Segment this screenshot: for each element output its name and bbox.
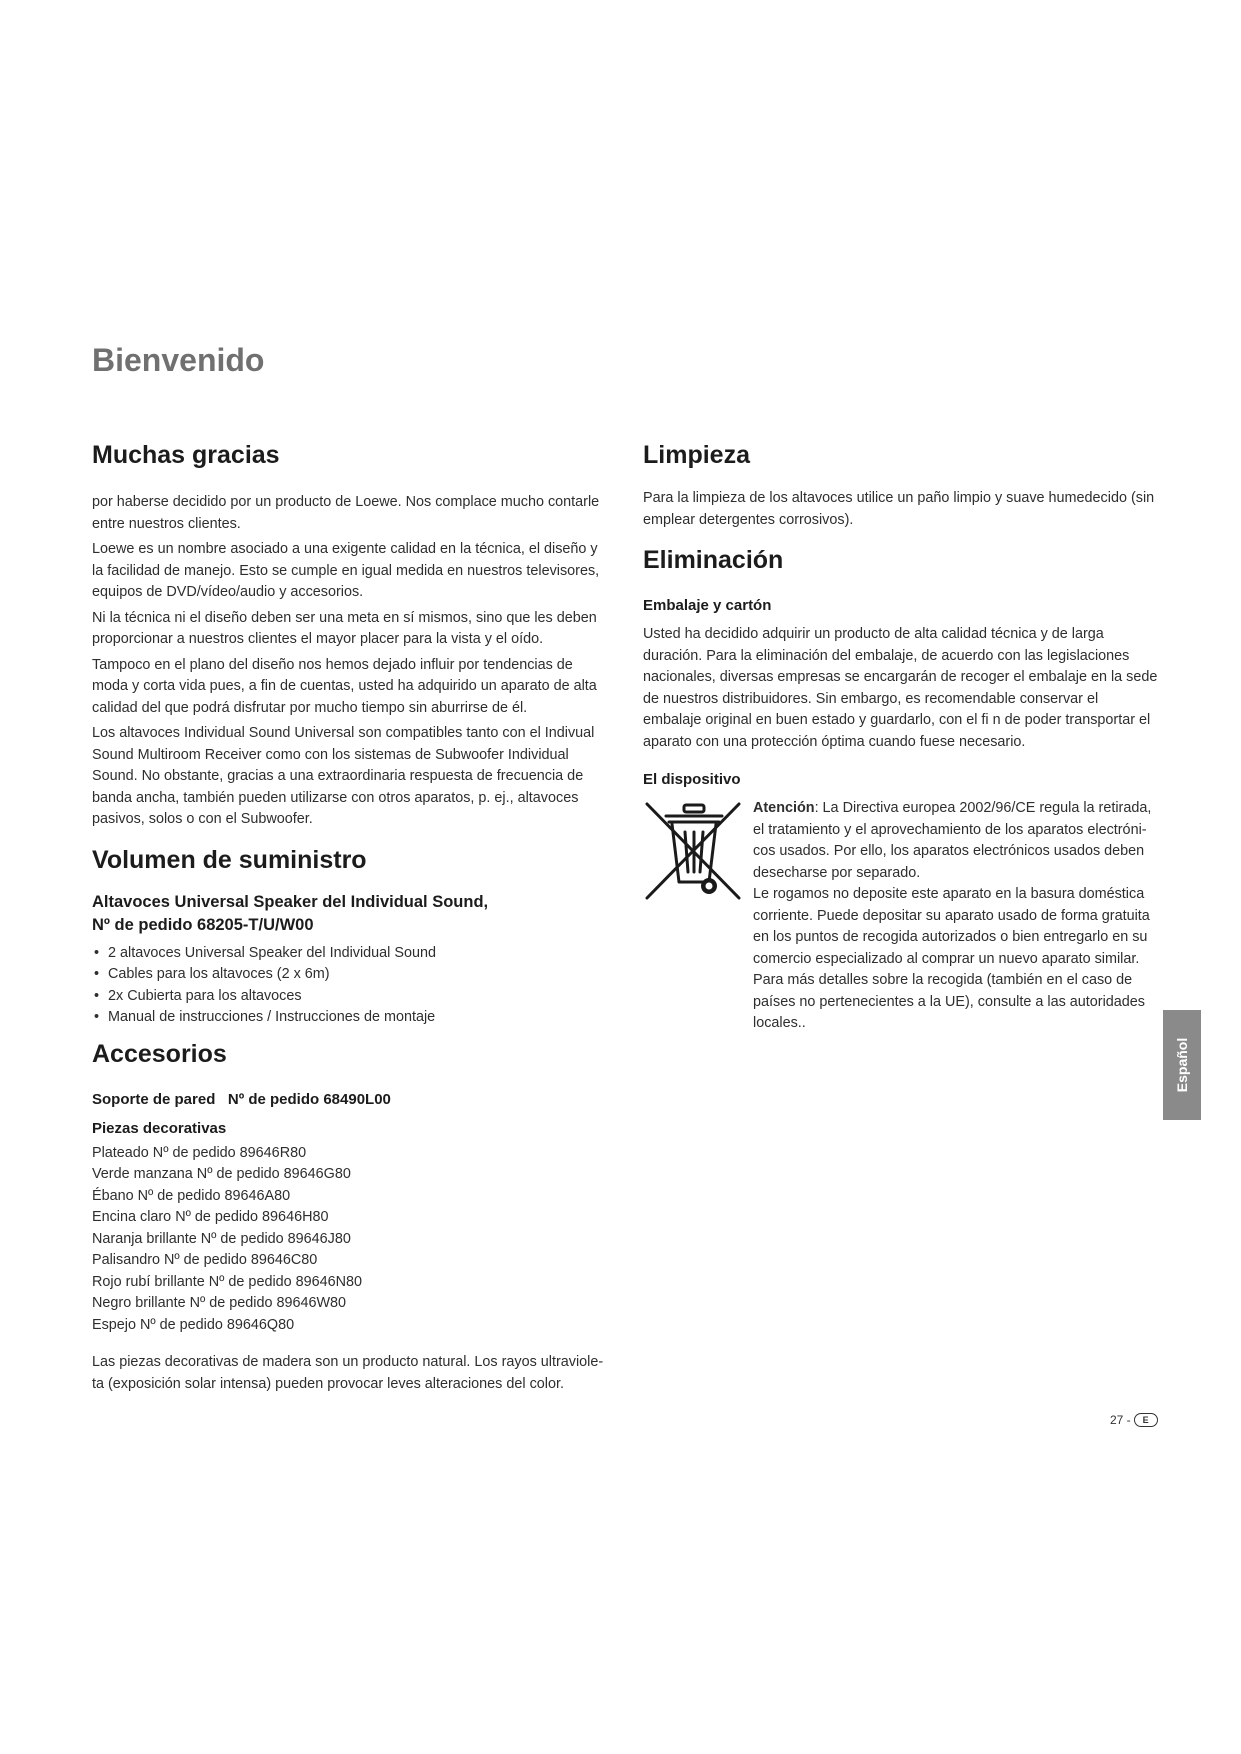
thanks-paragraph: Loewe es un nombre asociado a una exigente calidad en la técnica, el diseño y la facilidad de manejo. Esto se cumple en igual medida en nuestros televisores, equipos de DVD/vídeo/audio y accesorios.	[92, 541, 600, 600]
list-item: Rojo rubí brillante Nº de pedido 89646N80	[92, 1273, 363, 1290]
device-section	[643, 798, 1158, 1035]
disposal-heading: Eliminación	[643, 546, 784, 574]
wall-mount-line: Soporte de pared Nº de pedido 68490L00	[92, 1090, 391, 1108]
thanks-paragraph: Los altavoces Individual Sound Universal son compatibles tanto con el Indivual Sound Multiroom Receiver como con los sistemas de Subwoofer Individual Sound. No obstante, gracias a una extraordinaria respuesta de frecuencia de banda ancha, también pueden utilizarse con otros aparatos, p. ej., altavoces pasivos, solos o con el Subwoofer.	[92, 725, 595, 827]
attention-text: : La Directiva europea 2002/96/CE regula la retirada, el tratamiento y el aprovechamiento de los aparatos electróni-cos usados. Por ello, los aparatos electrónicos usados deben desecharse por separado.	[753, 800, 1152, 881]
weee-crossed-bin-icon	[643, 800, 745, 908]
attention-paragraph	[753, 798, 1158, 884]
device-heading: El dispositivo	[643, 771, 741, 788]
deco-heading: Piezas decorativas	[92, 1119, 227, 1137]
thanks-paragraph: Tampoco en el plano del diseño nos hemos dejado influir por tendencias de moda y corta vida pues, a fin de cuentas, usted ha adquirido un aparato de alta calidad del que podrá disfrutar por mucho tiempo sin aburrirse de él.	[92, 656, 597, 716]
device-disposal-text: Le rogamos no deposite este aparato en la basura doméstica corriente. Puede depositar su aparato usado de forma gratuita en los puntos de recogida autorizados o bien entregarlo en su comercio especializado al comprar un nuevo aparato similar. Para más detalles sobre la recogida (también en el caso de países no pertenecientes a la UE), consulte a las autoridades locales..	[753, 886, 1150, 1031]
right-column	[643, 440, 1158, 1035]
supply-heading: Volumen de suministro	[92, 845, 367, 874]
list-item: Encina claro Nº de pedido 89646H80	[92, 1209, 329, 1226]
device-text	[753, 798, 1158, 1035]
list-item: • Manual de instrucciones / Instrucciones de montaje	[92, 1007, 607, 1029]
list-item: Plateado Nº de pedido 89646R80	[92, 1144, 307, 1161]
list-item: Negro brillante Nº de pedido 89646W80	[92, 1295, 347, 1312]
list-item: • 2x Cubierta para los altavoces	[92, 986, 607, 1008]
attention-label: Atención	[753, 800, 815, 816]
page-title: Bienvenido	[92, 342, 265, 378]
cleaning-heading: Limpieza	[643, 441, 750, 469]
packaging-text: Usted ha decidido adquirir un producto de alta calidad técnica y de larga duración. Para la eliminación del embalaje, de acuerdo con las legislaciones nacionales, diversas empresas se encargarán de recoger el embalaje en la sede de nuestros distribuidores. Sin embargo, es recomendable conservar el embalaje original en buen estado y guardarlo, con el fi n de poder transportar el aparato con una protección óptima cuando fuese necesario.	[643, 626, 1158, 750]
left-column	[92, 440, 607, 1395]
deco-list	[92, 1143, 607, 1337]
accessories-heading: Accesorios	[92, 1039, 227, 1068]
thanks-heading: Muchas gracias	[92, 441, 280, 469]
thanks-paragraph: por haberse decidido por un producto de Loewe. Nos complace mucho contarle entre nuestros clientes.	[92, 494, 600, 532]
page-number	[1110, 1413, 1158, 1427]
list-item: • Cables para los altavoces (2 x 6m)	[92, 964, 607, 986]
supply-subheading: Altavoces Universal Speaker del Individual Sound,	[92, 892, 489, 911]
list-item: Verde manzana Nº de pedido 89646G80	[92, 1166, 351, 1183]
thanks-paragraph: Ni la técnica ni el diseño deben ser una meta en sí mismos, sino que les deben proporcionar a nuestros clientes el mayor placer para la vista y el oído.	[92, 609, 597, 647]
list-item: Naranja brillante Nº de pedido 89646J80	[92, 1230, 351, 1247]
list-item: Espejo Nº de pedido 89646Q80	[92, 1316, 295, 1333]
list-item: Ébano Nº de pedido 89646A80	[92, 1187, 291, 1204]
supply-list	[92, 943, 607, 1029]
page-number-text: 27 -	[1110, 1413, 1131, 1427]
language-tab-label: Español	[1174, 1037, 1190, 1093]
language-badge: E	[1134, 1413, 1158, 1427]
supply-order-number: Nº de pedido 68205-T/U/W00	[92, 915, 314, 934]
packaging-heading: Embalaje y cartón	[643, 597, 772, 614]
list-item: • 2 altavoces Universal Speaker del Individual Sound	[92, 943, 607, 965]
cleaning-text: Para la limpieza de los altavoces utilice un paño limpio y suave humedecido (sin emplear detergentes corrosivos).	[643, 490, 1155, 528]
deco-note: Las piezas decorativas de madera son un producto natural. Los rayos ultraviole-ta (exposición solar intensa) pueden provocar leves alteraciones del color.	[92, 1354, 604, 1392]
list-item: Palisandro Nº de pedido 89646C80	[92, 1252, 318, 1269]
language-tab	[1163, 1010, 1201, 1120]
